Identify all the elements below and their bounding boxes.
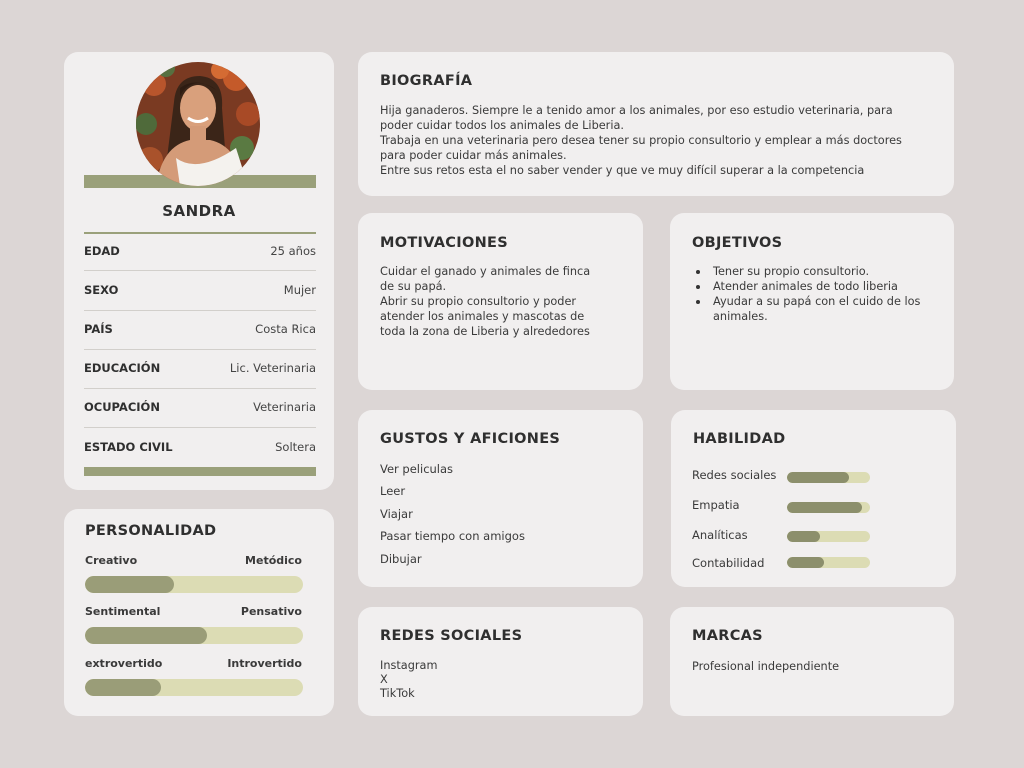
- skill-bar-fill: [787, 502, 862, 513]
- social-title: REDES SOCIALES: [380, 628, 523, 644]
- hobby-item: Dibujar: [380, 552, 422, 566]
- brands-text: Profesional independiente: [692, 660, 840, 673]
- trait-slider-fill: [85, 679, 161, 696]
- info-label: EDUCACIÓN: [84, 361, 161, 375]
- trait-right-label: Metódico: [245, 554, 302, 567]
- trait-slider: [85, 576, 303, 593]
- skill-label: Empatia: [692, 498, 740, 512]
- persona-name: SANDRA: [162, 202, 236, 220]
- profile-card: [64, 52, 334, 490]
- objective-item: Atender animales de todo liberia: [692, 279, 922, 294]
- hobbies-title: GUSTOS Y AFICIONES: [380, 431, 561, 447]
- objectives-title: OBJETIVOS: [692, 235, 783, 251]
- hobby-item: Leer: [380, 484, 406, 498]
- trait-slider: [85, 627, 303, 644]
- trait-row: [85, 605, 302, 618]
- info-row-sex: [84, 283, 316, 297]
- info-value: Lic. Veterinaria: [229, 361, 316, 375]
- info-label: PAÍS: [84, 322, 113, 336]
- skill-label: Redes sociales: [692, 468, 777, 482]
- skills-card: [671, 410, 956, 587]
- profile-photo: [136, 62, 260, 186]
- biography-text: [380, 103, 902, 178]
- skill-bar-fill: [787, 472, 849, 483]
- info-row-occupation: [84, 400, 316, 414]
- skill-bar-fill: [787, 531, 820, 542]
- biography-line: para poder cuidar más animales.: [380, 149, 567, 162]
- biography-title: BIOGRAFÍA: [380, 73, 473, 89]
- divider: [84, 388, 316, 389]
- hobby-item: Viajar: [380, 507, 413, 521]
- divider: [84, 270, 316, 271]
- biography-line: Entre sus retos esta el no saber vender y que ve muy difícil superar a la competencia: [380, 164, 865, 177]
- biography-card: [358, 52, 954, 196]
- hobby-item: Pasar tiempo con amigos: [380, 529, 525, 543]
- objective-item: Tener su propio consultorio.: [692, 264, 922, 279]
- trait-right-label: Introvertido: [227, 657, 302, 670]
- trait-right-label: Pensativo: [240, 605, 302, 618]
- trait-slider: [85, 679, 303, 696]
- biography-line: poder cuidar todos los animales de Liberia.: [380, 119, 624, 132]
- personality-title: PERSONALIDAD: [85, 523, 217, 539]
- social-list: [380, 659, 437, 701]
- motivations-line: Abrir su propio consultorio y poder: [380, 295, 577, 308]
- objective-item: Ayudar a su papá con el cuido de los animales.: [692, 294, 922, 324]
- divider: [84, 427, 316, 428]
- brands-card: [670, 607, 954, 716]
- info-row-education: [84, 361, 316, 375]
- motivations-title: MOTIVACIONES: [380, 235, 508, 251]
- motivations-line: toda la zona de Liberia y alrededores: [380, 325, 590, 338]
- info-label: OCUPACIÓN: [84, 400, 160, 414]
- motivations-text: [380, 264, 590, 339]
- biography-line: Trabaja en una veterinaria pero desea tener su propio consultorio y emplear a más doctores: [380, 134, 902, 147]
- trait-slider-fill: [85, 576, 174, 593]
- info-label: SEXO: [84, 283, 119, 297]
- info-value: Mujer: [283, 283, 316, 297]
- objectives-list: [692, 264, 922, 324]
- info-label: ESTADO CIVIL: [84, 440, 173, 454]
- motivations-card: [358, 213, 643, 390]
- hobbies-card: [358, 410, 643, 587]
- trait-slider-fill: [85, 627, 207, 644]
- info-value: Soltera: [275, 440, 316, 454]
- skill-bar: [787, 502, 870, 513]
- divider: [84, 310, 316, 311]
- accent-bar-bottom: [84, 467, 316, 476]
- skill-label: Analíticas: [692, 528, 748, 542]
- info-row-country: [84, 322, 316, 336]
- skills-title: HABILIDAD: [693, 431, 786, 447]
- trait-left-label: Creativo: [85, 554, 138, 567]
- personality-card: [64, 509, 334, 716]
- info-row-marital-status: [84, 440, 316, 454]
- motivations-line: atender los animales y mascotas de: [380, 310, 585, 323]
- info-value: 25 años: [270, 244, 316, 258]
- accent-line: [84, 232, 316, 234]
- motivations-line: Cuidar el ganado y animales de finca: [380, 265, 591, 278]
- skill-bar: [787, 531, 870, 542]
- social-item: Instagram: [380, 659, 438, 672]
- skill-bar: [787, 472, 870, 483]
- motivations-line: de su papá.: [380, 280, 447, 293]
- trait-left-label: extrovertido: [85, 657, 163, 670]
- social-networks-card: [358, 607, 643, 716]
- hobby-item: Ver peliculas: [380, 462, 454, 476]
- divider: [84, 349, 316, 350]
- biography-line: Hija ganaderos. Siempre le a tenido amor a los animales, por eso estudio veterinaria, para: [380, 104, 893, 117]
- info-value: Costa Rica: [255, 322, 316, 336]
- social-item: TikTok: [380, 687, 415, 700]
- trait-row: [85, 554, 302, 567]
- trait-row: [85, 657, 302, 670]
- skill-label: Contabilidad: [692, 556, 765, 570]
- social-item: X: [380, 673, 388, 686]
- trait-left-label: Sentimental: [85, 605, 161, 618]
- brands-title: MARCAS: [692, 628, 763, 644]
- skill-bar-fill: [787, 557, 824, 568]
- info-value: Veterinaria: [253, 400, 316, 414]
- info-row-age: [84, 244, 316, 258]
- skill-bar: [787, 557, 870, 568]
- info-label: EDAD: [84, 244, 120, 258]
- objectives-card: [670, 213, 954, 390]
